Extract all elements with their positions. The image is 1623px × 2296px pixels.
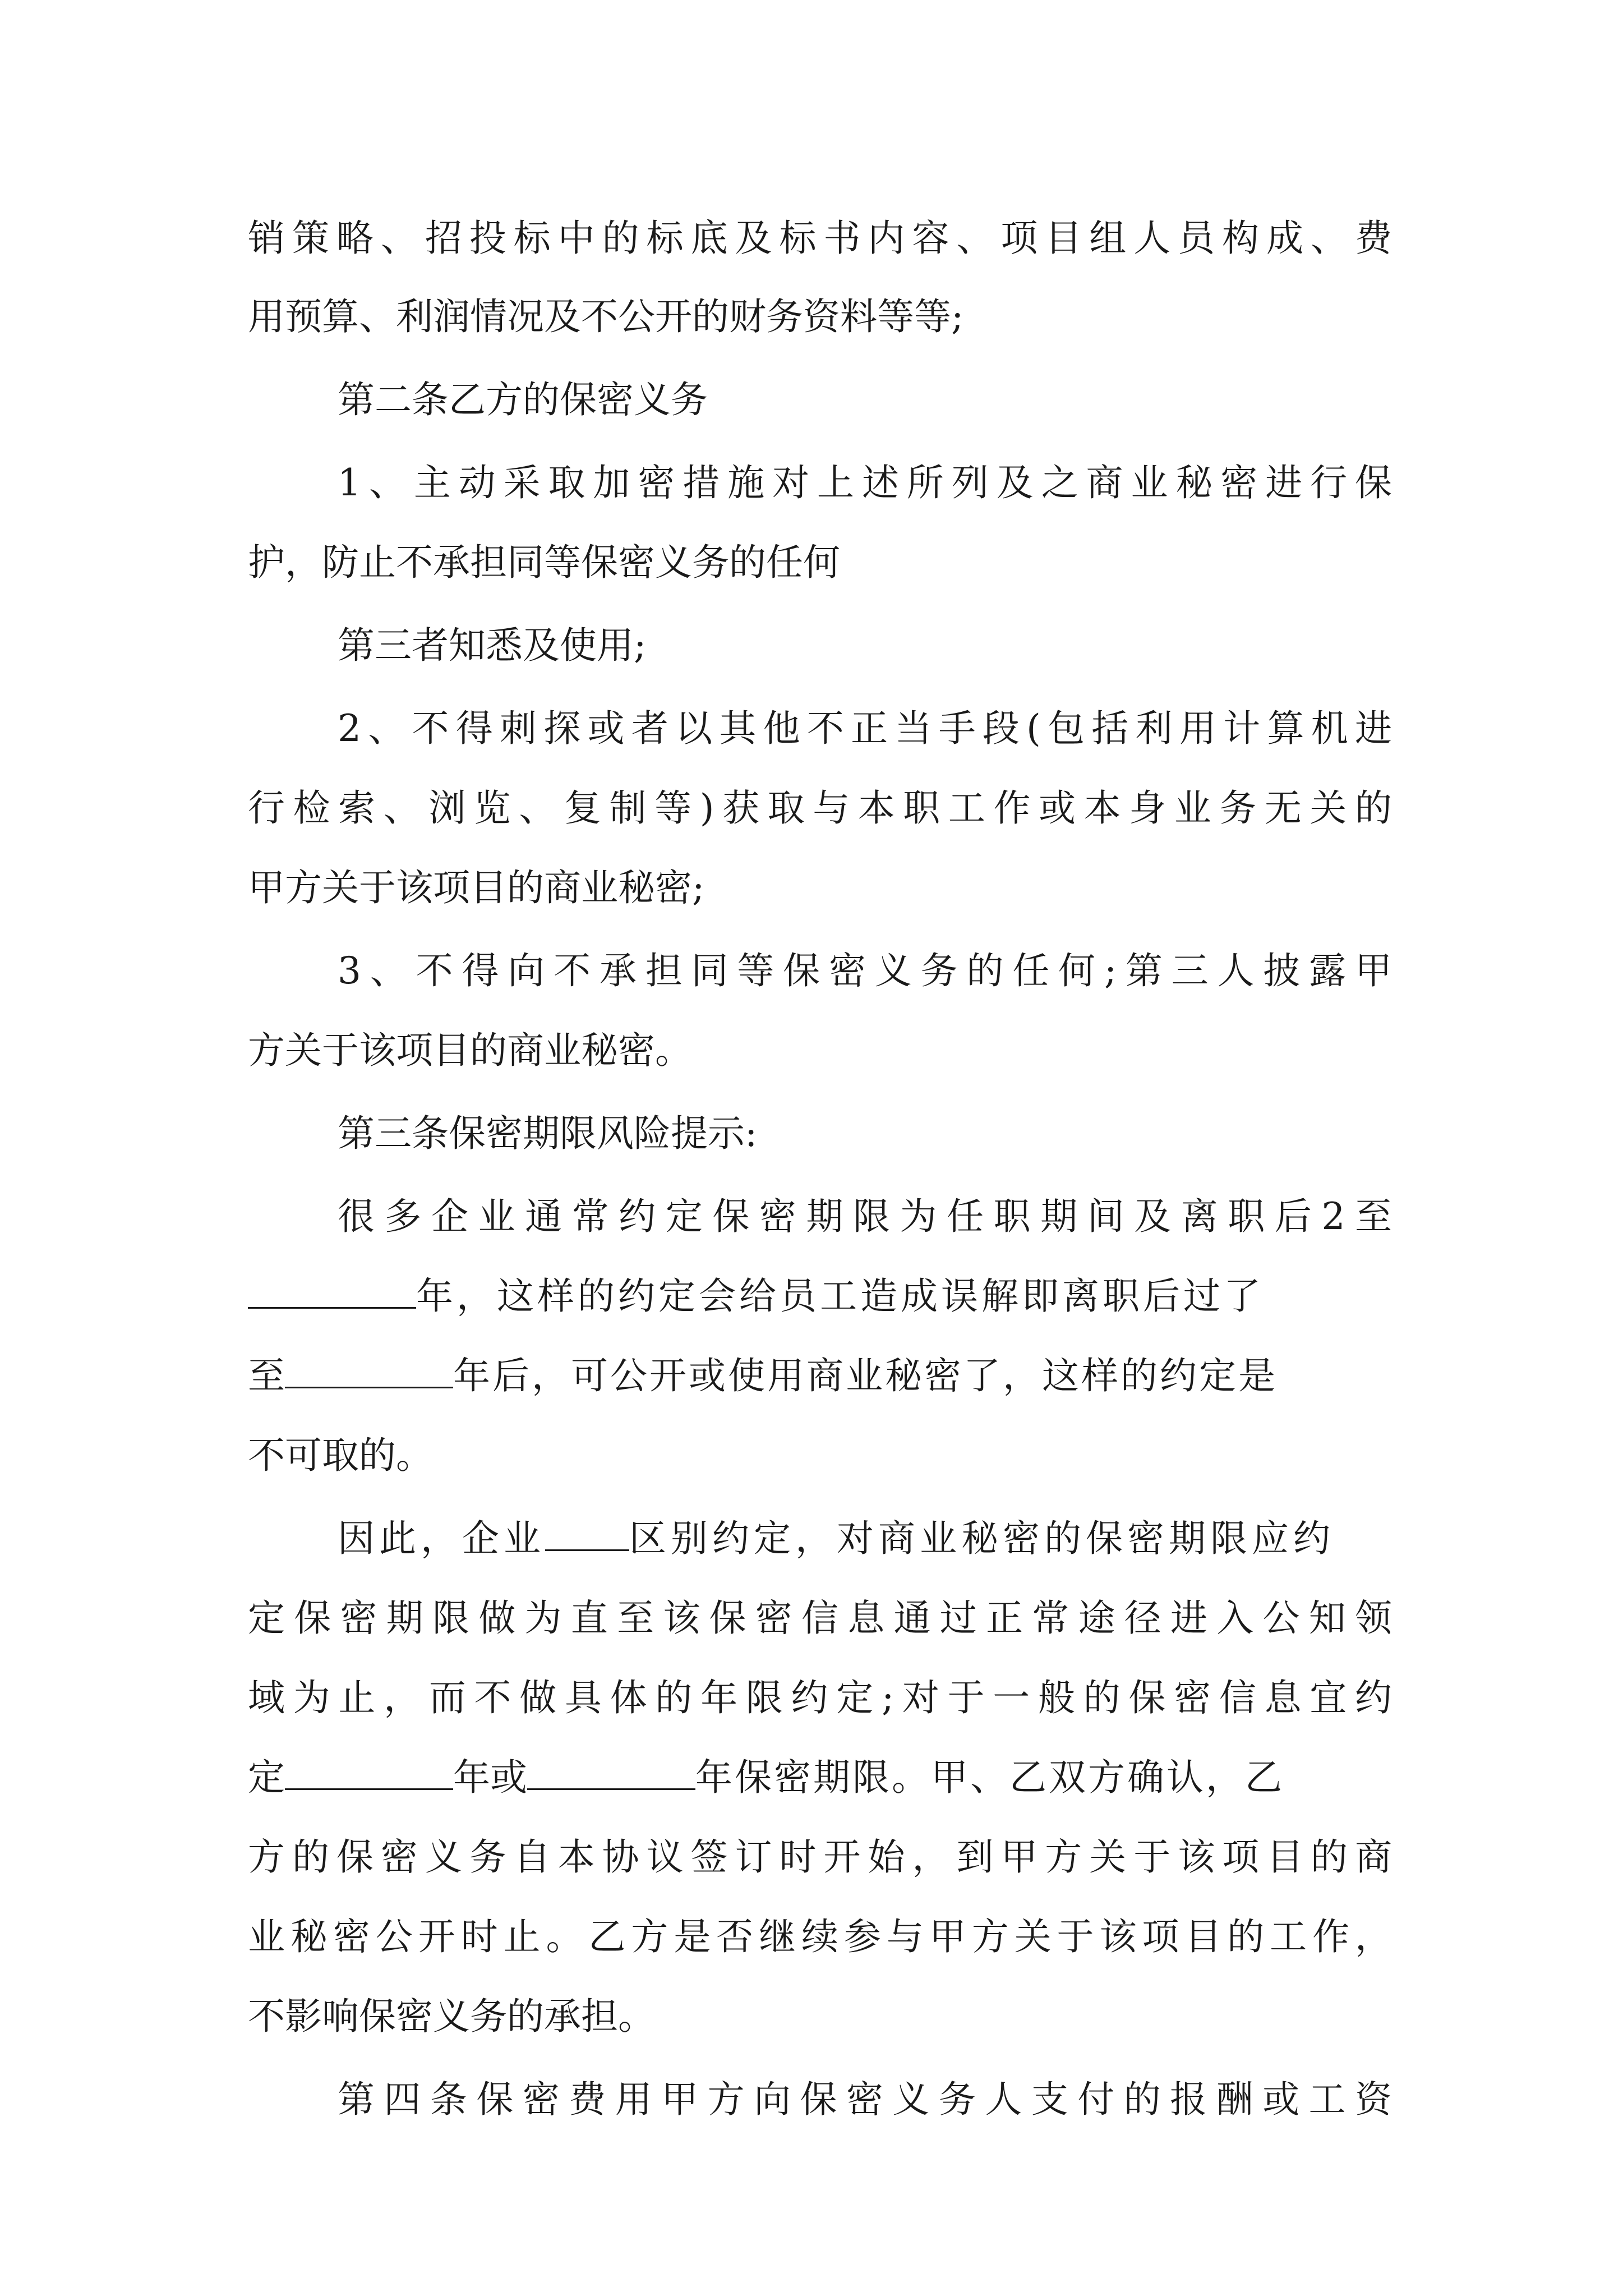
blank-underline xyxy=(527,1754,695,1790)
line-text: 区别约定，对商业秘密的保密期限应约 xyxy=(629,1517,1335,1560)
line-text: 年保密期限。甲、乙双方确认，乙 xyxy=(695,1756,1284,1799)
line-text: 至 xyxy=(248,1354,285,1397)
blank-underline xyxy=(285,1754,453,1790)
paragraph-line: 定保密期限做为直至该保密信息通过正常途径进入公知领 xyxy=(248,1596,1392,1640)
line-text: 年，这样的约定会给员工造成误解即离职后过了 xyxy=(416,1274,1264,1318)
paragraph-line xyxy=(338,1508,1392,1570)
paragraph-line: 2、不得刺探或者以其他不正当手段(包括利用计算机进 xyxy=(338,707,1392,750)
section-heading-article-4: 第四条保密费用甲方向保密义务人支付的报酬或工资 xyxy=(338,2078,1392,2121)
line-text: 定 xyxy=(248,1756,285,1799)
paragraph-line: 不影响保密义务的承担。 xyxy=(248,1995,655,2038)
section-heading-article-2: 第二条乙方的保密义务 xyxy=(338,378,708,421)
paragraph-line xyxy=(248,1266,1392,1327)
paragraph-line xyxy=(248,1747,1392,1809)
paragraph-line: 1、主动采取加密措施对上述所列及之商业秘密进行保 xyxy=(338,461,1392,504)
paragraph-line: 业秘密公开时止。乙方是否继续参与甲方关于该项目的工作， xyxy=(248,1915,1392,1958)
paragraph-line: 行检索、浏览、复制等)获取与本职工作或本身业务无关的 xyxy=(248,786,1392,830)
blank-underline xyxy=(248,1272,416,1309)
paragraph-line: 用预算、利润情况及不公开的财务资料等等; xyxy=(248,295,964,338)
line-text: 因此，企业 xyxy=(338,1517,545,1560)
section-heading-article-3: 第三条保密期限风险提示: xyxy=(338,1112,758,1155)
blank-underline xyxy=(545,1515,629,1551)
paragraph-line: 护，防止不承担同等保密义务的任何 xyxy=(248,541,840,584)
paragraph-line: 域为止，而不做具体的年限约定;对于一般的保密信息宜约 xyxy=(248,1676,1392,1719)
paragraph-line: 3、不得向不承担同等保密义务的任何;第三人披露甲 xyxy=(338,949,1392,992)
blank-underline xyxy=(285,1352,453,1388)
paragraph-line: 方关于该项目的商业秘密。 xyxy=(248,1029,692,1072)
paragraph-line: 方的保密义务自本协议签订时开始，到甲方关于该项目的商 xyxy=(248,1835,1392,1879)
paragraph-line: 第三者知悉及使用; xyxy=(338,624,647,667)
paragraph-line: 不可取的。 xyxy=(248,1434,433,1477)
paragraph-line: 销策略、招投标中的标底及标书内容、项目组人员构成、费 xyxy=(248,217,1392,260)
line-text: 年后，可公开或使用商业秘密了，这样的约定是 xyxy=(453,1354,1278,1397)
paragraph-line xyxy=(248,1345,1392,1407)
line-text: 年或 xyxy=(453,1756,527,1799)
paragraph-line: 甲方关于该项目的商业秘密; xyxy=(248,866,705,909)
paragraph-line: 很多企业通常约定保密期限为任职期间及离职后2至 xyxy=(338,1195,1392,1238)
